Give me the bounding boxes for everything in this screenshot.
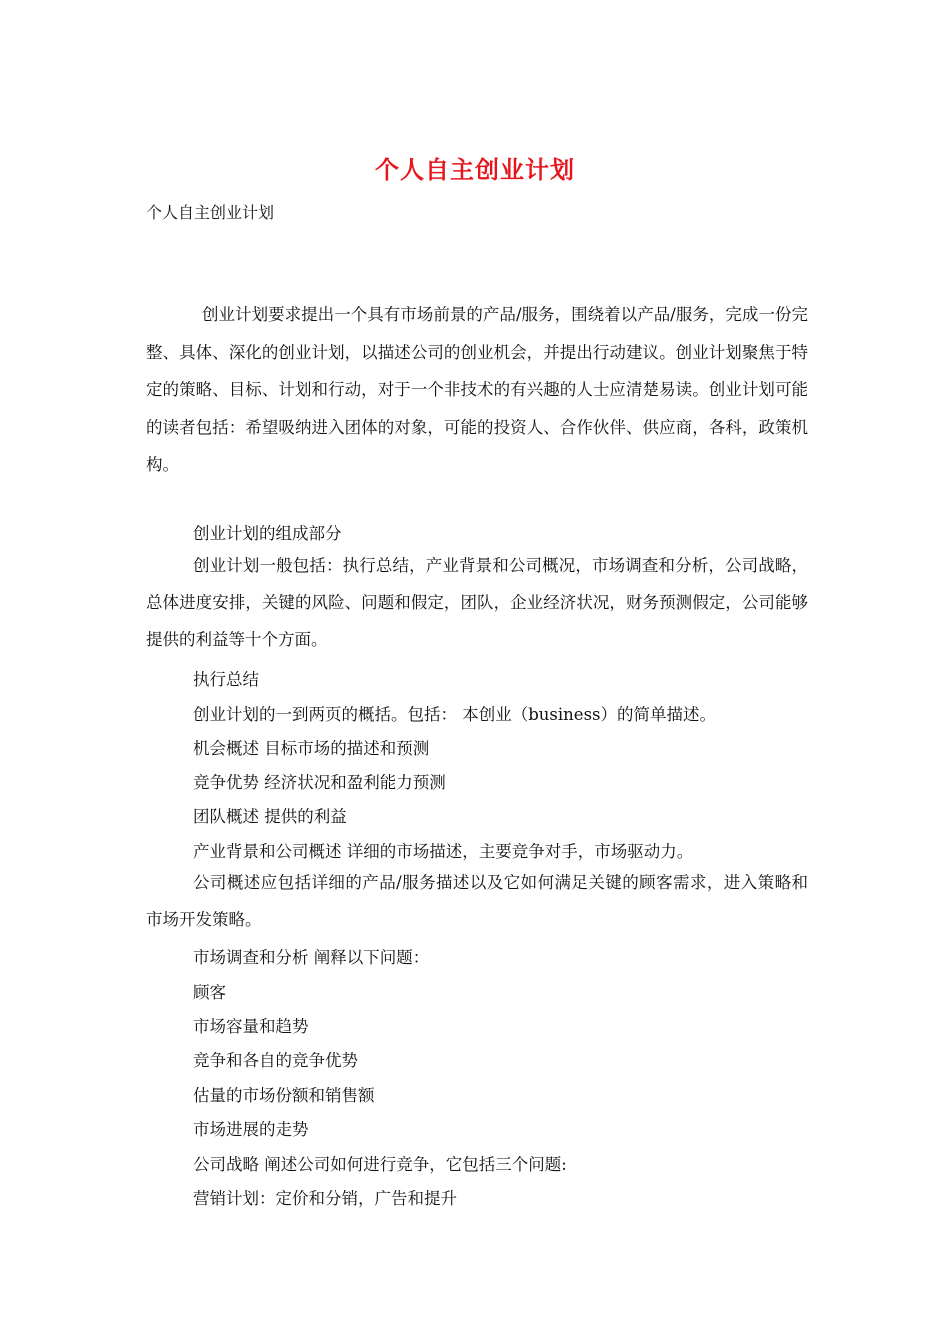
document-title: 个人自主创业计划	[375, 155, 575, 184]
team-line: 团队概述 提供的利益	[193, 807, 347, 826]
marketing-line: 营销计划：定价和分销，广告和提升	[193, 1189, 457, 1208]
document-subtitle: 个人自主创业计划	[146, 203, 275, 222]
market-research-line: 市场调查和分析 阐释以下问题：	[193, 948, 430, 967]
market-item: 顾客	[193, 983, 226, 1002]
company-overview-paragraph: 公司概述应包括详细的产品/服务描述以及它如何满足关键的顾客需求，进入策略和市场开发策略。	[146, 873, 808, 929]
market-item: 竞争和各自的竞争优势	[193, 1051, 358, 1070]
market-item: 市场进展的走势	[193, 1120, 309, 1139]
market-item: 市场容量和趋势	[193, 1017, 309, 1036]
market-item: 估量的市场份额和销售额	[193, 1086, 375, 1105]
strategy-line: 公司战略 阐述公司如何进行竞争，它包括三个问题:	[193, 1155, 567, 1174]
intro-paragraph: 创业计划要求提出一个具有市场前景的产品/服务，围绕着以产品/服务，完成一份完整、具体、深化的创业计划，以描述公司的创业机会，并提出行动建议。创业计划聚焦于特定的策略、目标、计划和行动，对于一个非技术的有兴趣的人士应清楚易读。创业计划可能的读者包括：希望吸纳进入团体的对象，可能的投资人、合作伙伴、供应商，各科，政策机构。	[146, 305, 808, 474]
opportunity-line: 机会概述 目标市场的描述和预测	[193, 739, 430, 758]
components-paragraph: 创业计划一般包括：执行总结，产业背景和公司概况，市场调查和分析，公司战略，总体进度安排，关键的风险、问题和假定，团队，企业经济状况，财务预测假定，公司能够提供的利益等十个方面。	[146, 556, 808, 649]
exec-summary-heading: 执行总结	[193, 670, 259, 689]
industry-line: 产业背景和公司概述 详细的市场描述，主要竞争对手，市场驱动力。	[193, 842, 694, 861]
competitive-line: 竞争优势 经济状况和盈利能力预测	[193, 773, 446, 792]
exec-summary-line: 创业计划的一到两页的概括。包括： 本创业（business）的简单描述。	[193, 705, 717, 724]
section-heading: 创业计划的组成部分	[193, 524, 342, 543]
